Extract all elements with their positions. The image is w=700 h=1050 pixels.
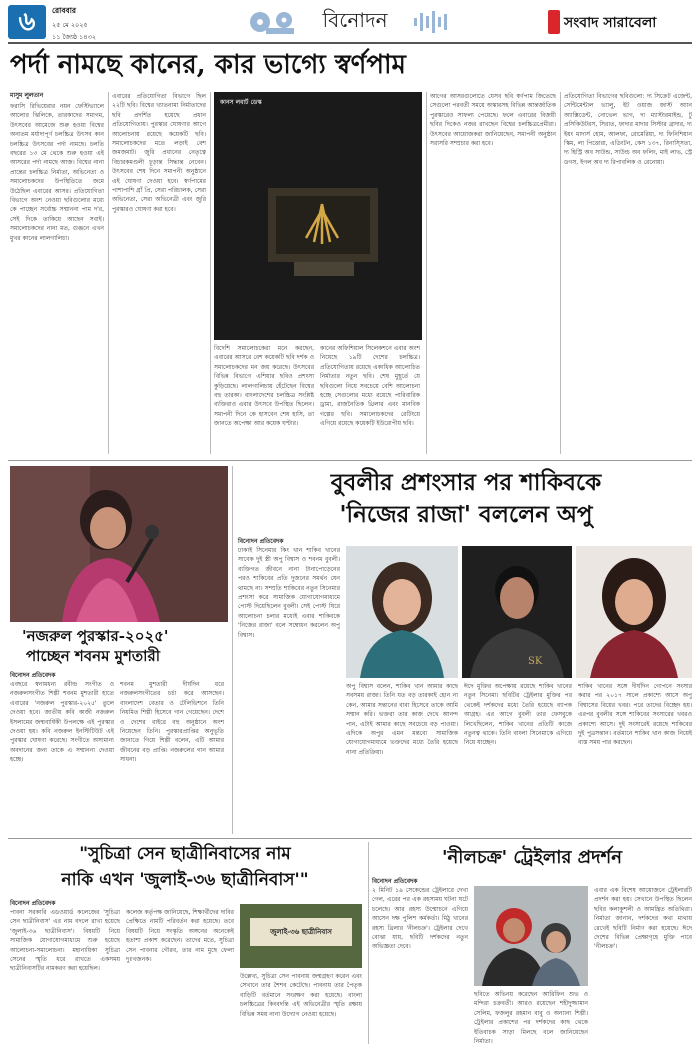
photo-caption-title: কানস লবার্ট ডেস্ক (220, 99, 262, 106)
story2-headline-1: বুবলীর প্রশংসার পর শাকিবকে (330, 469, 602, 496)
story2-col4: শাকিব খানের সঙ্গে দীর্ঘদিন গোপনে সংসার করার পর ২০১৭ সালে প্রকাশ্যে আসে অপু বিশ্বাসের বিয়ের খবর। পরে তাদের বিচ্ছেদ হয়। এরপর বুবলীর সঙ্গে শাকিবের সংসারের খবরও প্রকাশ্যে আসে। দুই সংসারেই রয়েছে শাকিবের দুই পুত্রসন্তান। বর্তমানে শাকিব খান কাজ নিয়েই ব্যস্ত সময় পার করছেন। (578, 683, 692, 747)
col-divider (210, 92, 211, 454)
palme-dor-photo (214, 92, 422, 340)
story2-col2: অপু বিশ্বাস বলেন, শাকিব খান আমার কাছে সবসময় রাজা। তিনি যত বড় তারকাই হোন না কেন, আমার সন্তানের বাবা হিসেবে তাকে আমি সম্মান করি। ভক্তরা তার কাজ দেখে আনন্দ পান, এটাই আমার কাছে সবচেয়ে বড় পাওয়া। এদিকে অপুর এমন মন্তব্যে সামাজিক যোগাযোগমাধ্যমে ভক্তদের মধ্যে তৈরি হয়েছে নানা প্রতিক্রিয়া। (346, 683, 458, 756)
story4-headline-2: নাকি এখন 'জুলাই-৩৬ ছাত্রীনিবাস'" (61, 870, 309, 890)
story4-headline-1: "সুচিত্রা সেন ছাত্রীনিবাসের নাম (79, 844, 291, 864)
story4-col2: কলেজ কর্তৃপক্ষ জানিয়েছে, শিক্ষার্থীদের দাবির প্রেক্ষিতে নামটি পরিবর্তন করা হয়েছে। তবে বিষয়টি নিয়ে সংস্কৃতি অঙ্গনের অনেকেই হতাশা প্রকাশ করেছেন। তাদের মতে, সুচিত্রা সেন পাবনার গৌরব, তার নাম মুছে ফেলা দুঃখজনক। (126, 909, 234, 964)
story3-col1: এবছরে স্বনামধন্য রবীন্দ্র সংগীত ও নজরুলসংগীত শিল্পী শবনম মুশতারী হাতে এবারের 'নজরুল পুরস্কার-২০২৫' তুলে দেওয়া হবে। জাতীয় কবি কাজী নজরুল ইসলামের জন্মবার্ষিকী উপলক্ষে এই পুরস্কার দেওয়া হয়। কবি নজরুল ইনস্টিটিউট এই পুরস্কার ঘোষণা করেছে। সংগীতে অসামান্য অবদানের জন্য তাকে এ সম্মাননা দেওয়া হচ্ছে। (10, 681, 114, 764)
hostel-sign-photo (240, 904, 362, 968)
story3-byline: বিনোদন প্রতিবেদক (10, 672, 56, 679)
story2-col3: ঈদে মুক্তির অপেক্ষায় রয়েছে শাকিব খানের নতুন সিনেমা। ছবিটির ট্রেইলার মুক্তির পর থেকেই দর্শকদের মধ্যে তৈরি হয়েছে ব্যাপক আগ্রহ। এর আগে বুবলী তার ফেসবুকে লিখেছিলেন, শাকিব খানের প্রতিটি কাজে নতুনত্ব থাকে। তিনি বাংলা সিনেমাকে এগিয়ে নিয়ে যাচ্ছেন। (464, 683, 572, 747)
col-divider (108, 92, 109, 454)
story1-end-rule (8, 460, 692, 461)
story1-byline: মাসুম লুলতান (10, 92, 44, 99)
date-label-bn: ১১ জ্যৈষ্ঠ ১৪৩২ (52, 33, 97, 41)
paper-logo (548, 8, 692, 36)
story1-col6: প্রতিযোগিতা বিভাগের ছবিগুলো: দ্য সিক্রেট এজেন্ট, সেন্টিমেন্টাল ভ্যালু, ইট ওয়াজ জাস্ট অ্যান অ্যাক্সিডেন্ট, নোভেল ভাগ, দ্য ম্যাস্টারমাইন্ড, টু প্রসিকিউটরস, সিরাত, ফাদার মাদার সিস্টার ব্রাদার, দ্য ইয়ং মাদার্স হোম, আলফা, রোমেরিয়া, দ্য ফিনিশিয়ান স্কিম, লা পিত্তোরা, এডিংটন, কেস ১৩৭, রিনাস্সিতা, দ্য হিস্ট্রি অব সাউন্ড, সাউন্ড অব ফলিং, মাই লাভ, স্ট্রে ডগস, ইগল অব দ্য রিপাবলিক ও রেনোয়া। (564, 93, 692, 166)
paper-name: সংবাদ সারাবেলা (564, 15, 657, 31)
story5-headline: 'নীলচক্র' ট্রেইলার প্রদর্শন (442, 847, 622, 868)
shakib-photo (462, 546, 572, 678)
page-number-badge: ৬ (8, 5, 46, 39)
nilchakra-trailer-photo (474, 886, 588, 986)
singer-photo (10, 466, 228, 622)
story2-headline-2: 'নিজের রাজা' বললেন অপু (339, 501, 593, 528)
story1-col4: কানের অফিশিয়াল সিলেকশনে এবার অংশ নিয়েছে ১৯টি দেশের চলচ্চিত্র। প্রতিযোগিতায় রয়েছে একাধিক আলোচিত নির্মাতার নতুন ছবি। শেষ মুহূর্তে যে ছবিগুলো নিয়ে সবচেয়ে বেশি আলোচনা হচ্ছে সেগুলোর মধ্যে রয়েছে পারিবারিক ড্রামা, রাজনৈতিক থ্রিলার এবং মানবিক গল্পের ছবি। সমালোচকদের রেটিংয়ে এগিয়ে রয়েছে কয়েকটি ইউরোপীয় ছবি। (320, 345, 420, 428)
story5-col3: এবার এক বিশেষ আয়োজনে ট্রেইলারটি প্রদর্শন করা হয়। সেখানে উপস্থিত ছিলেন ছবির কলাকুশলী ও আমন্ত্রিত অতিথিরা। নির্মাতা জানান, দর্শকদের কথা মাথায় রেখেই ছবিটি নির্মাণ করা হয়েছে। ঈদে দেশের বিভিন্ন প্রেক্ষাগৃহে মুক্তি পাবে 'নীলচক্র'। (594, 887, 692, 951)
story2-byline: বিনোদন প্রতিবেদক (238, 538, 284, 545)
palme-dor-trophy-icon (214, 92, 422, 340)
story1-col5: আগের আসরগুলোতে যেসব ছবি স্বর্ণপাম জিতেছে সেগুলো পরবর্তী সময়ে অস্কারসহ বিভিন্ন আন্তর্জাতিক পুরস্কারেও সাফল্য পেয়েছে। ফলে এবারের বিজয়ী ছবির দিকেও নজর রাখছেন বিশ্বের চলচ্চিত্রপ্রেমীরা। উৎসবের আয়োজকরা জানিয়েছেন, সমাপনী অনুষ্ঠান সরাসরি সম্প্রচার করা হবে। (430, 93, 556, 148)
story4-col1: পাবনা সরকারি এডওয়ার্ড কলেজের 'সুচিত্রা সেন ছাত্রীনিবাস' এর নাম বদলে রাখা হয়েছে 'জুলাই-৩৬ ছাত্রীনিবাস'। বিষয়টি নিয়ে সামাজিক যোগাযোগমাধ্যমে শুরু হয়েছে আলোচনা-সমালোচনা। মহানায়িকা সুচিত্রা সেনের স্মৃতি ধরে রাখতে একসময় ছাত্রীনিবাসটির নামকরণ করা হয়েছিল। (10, 909, 120, 973)
date-label: ২৫ মে ২০২৫ (52, 21, 88, 29)
story1-col3: বিদেশি সমালোচকেরা মনে করছেন, এবারের আসরে বেশ কয়েকটি ছবি দর্শক ও সমালোচকদের মন জয় করেছে। উৎসবের বিভিন্ন বিভাগে এশিয়ার ছবিও প্রশংসা কুড়িয়েছে। লালগালিচায় হেঁটেছেন বিশ্বের বহু তারকা। বাংলাদেশের চলচ্চিত্র সংশ্লিষ্ট ব্যক্তিরাও এবার উৎসবে উপস্থিত ছিলেন। সমাপনী দিনে কে হাসবেন শেষ হাসি, তা জানতে অপেক্ষা আর কয়েক ঘণ্টার। (214, 345, 314, 428)
story5-col2: ছবিতে অভিনয় করেছেন আরিফিন শুভ ও মন্দিরা চক্রবর্তী। আরও রয়েছেন শহীদুজ্জামান সেলিম, ফজলুর রহমান বাবু ও অন্যান্য শিল্পী। ট্রেইলার প্রকাশের পর দর্শকদের কাছ থেকে ইতিবাচক সাড়া মিলছে বলে জানিয়েছেন নির্মাতা। (474, 991, 588, 1044)
story1-headline: পর্দা নামছে কানের, কার ভাগ্যে স্বর্ণপাম (10, 50, 406, 80)
story1-col1: ফরাসি রিভিয়েরার নয়ন ফেস্টিভ্যালে আলোর ঝিলিকে, তারকাদের সমাগম, উৎসবের আমেজে শুরু হওয়া বিশ্বের অন্যতম মর্যাদাপূর্ণ চলচ্চিত্র উৎসব কান চলচ্চিত্র উৎসবের পর্দা নামছে। চলতি বছরের ১৩ মে থেকে শুরু হওয়া এই আসরের পর্দা নামছে আজ। বিশ্বের নানা প্রান্তের চলচ্চিত্র নির্মাতা, অভিনেতা ও সমালোচকদের উপস্থিতিতে জমে উঠেছিল এবারের আসর। প্রতিযোগিতা বিভাগে অংশ নেওয়া ছবিগুলোর মধ্যে কে পাচ্ছেন সর্বোচ্চ সম্মাননা পাম দ'র, সেই দিকে তাকিয়ে আছেন সবাই। সমালোচকদের নানা মত, গুঞ্জনে এখন মুখর কানের লালগালিচা। (10, 103, 104, 242)
story4-col3: উল্লেখ্য, সুচিত্রা সেন পাবনায় জন্মগ্রহণ করেন এবং সেখানে তার শৈশব কেটেছে। পাবনায় তার পৈতৃক বাড়িটি বর্তমানে সংরক্ষণ করা হয়েছে। বাংলা চলচ্চিত্রের কিংবদন্তি এই অভিনেত্রীর স্মৃতি রক্ষায় বিভিন্ন সময় নানা উদ্যোগ নেওয়া হয়েছে। (240, 973, 362, 1018)
col-divider (368, 842, 369, 1044)
story4-byline: বিনোদন প্রতিবেদক (10, 900, 56, 907)
day-label: রোববার (52, 6, 76, 15)
story1-col2: এবারের প্রতিযোগিতা বিভাগে ছিল ২২টি ছবি। বিশ্বের খ্যাতনামা নির্মাতাদের ছবি প্রদর্শিত হয়েছে প্রধান প্রতিযোগিতায়। পুরস্কার ঘোষণার আগে আলোচনায় রয়েছে কয়েকটি ছবি। সমালোচকদের মতে লড়াই বেশ জমজমাট। জুরি প্রধানের নেতৃত্বে বিচারকমণ্ডলী চূড়ান্ত সিদ্ধান্ত নেবেন। উৎসবের শেষ দিনে সমাপনী অনুষ্ঠানে এই ঘোষণা দেওয়া হবে। স্বর্ণপামের পাশাপাশি গ্রাঁ প্রি, সেরা পরিচালক, সেরা অভিনেতা, সেরা অভিনেত্রী এবং জুরি পুরস্কারও ঘোষণা করা হবে। (112, 93, 206, 213)
section-title: বিনোদন (322, 8, 388, 32)
film-reel-icon (248, 8, 298, 36)
story5-byline: বিনোদন প্রতিবেদক (372, 878, 418, 885)
story2-col1: ঢাকাই সিনেমার কিং খান শাকিব খানের সাবেক দুই স্ত্রী অপু বিশ্বাস ও শবনম বুবলী। ব্যক্তিগত জীবনে নানা টানাপোড়েনের পরও শাকিবের প্রতি দুজনের সমর্থন যেন থামছে না। সম্প্রতি শাকিবের নতুন সিনেমার প্রশংসা করে সামাজিক যোগাযোগমাধ্যমে পোস্ট দিয়েছিলেন বুবলী। সেই পোস্ট ঘিরে আলোচনা চলার মধ্যেই এবার শাকিবকে 'নিজের রাজা' বলে সম্বোধন করলেন অপু বিশ্বাস। (238, 547, 340, 639)
hostel-sign-text: জুলাই-৩৬ ছাত্রীনিবাস (270, 928, 332, 936)
apu-photo (576, 546, 692, 678)
story3-headline-1: 'নজরুল পুরস্কার-২০২৫' (22, 627, 169, 645)
col-divider (426, 92, 427, 454)
story5-col1: ২ মিনিট ১৯ সেকেন্ডের ট্রেইলারে দেখা গেল, এরের পর এক রহস্যময় ঘটনা ঘটে চলেছে। আর রহস্য উন্মোচনে এগিয়ে আসেন দক্ষ পুলিশ কর্মকর্তা। মিঠু খানের রহস্য থ্রিলার 'নীলচক্র'। ট্রেইলার দেখে বোঝা যায়, ছবিটি দর্শকদের নতুন অভিজ্ঞতা দেবে। (372, 887, 468, 951)
date-block (52, 6, 114, 43)
logo-accent (548, 10, 560, 34)
story3-col2: শবনম মুশতারী দীর্ঘদিন ধরে নজরুলসংগীতের চর্চা করে আসছেন। বাংলাদেশ বেতার ও টেলিভিশনে তিনি নিয়মিত শিল্পী হিসেবে গান গেয়েছেন। দেশে ও দেশের বাইরে বহু অনুষ্ঠানে অংশ নিয়েছেন তিনি। পুরস্কারপ্রাপ্তির অনুভূতি জানাতে গিয়ে শিল্পী বলেন, এটি আমার জীবনের বড় প্রাপ্তি। নজরুলের গান আমার সাধনা। (120, 681, 224, 764)
bubly-photo (346, 546, 458, 678)
masthead-rule (8, 42, 692, 44)
sound-wave-icon (412, 10, 452, 34)
svg-text:SK: SK (528, 656, 543, 667)
col-divider (232, 466, 233, 834)
col-divider (560, 92, 561, 454)
story3-headline-2: পাচ্ছেন শবনম মুশতারী (26, 647, 161, 665)
middle-rule (8, 838, 692, 839)
